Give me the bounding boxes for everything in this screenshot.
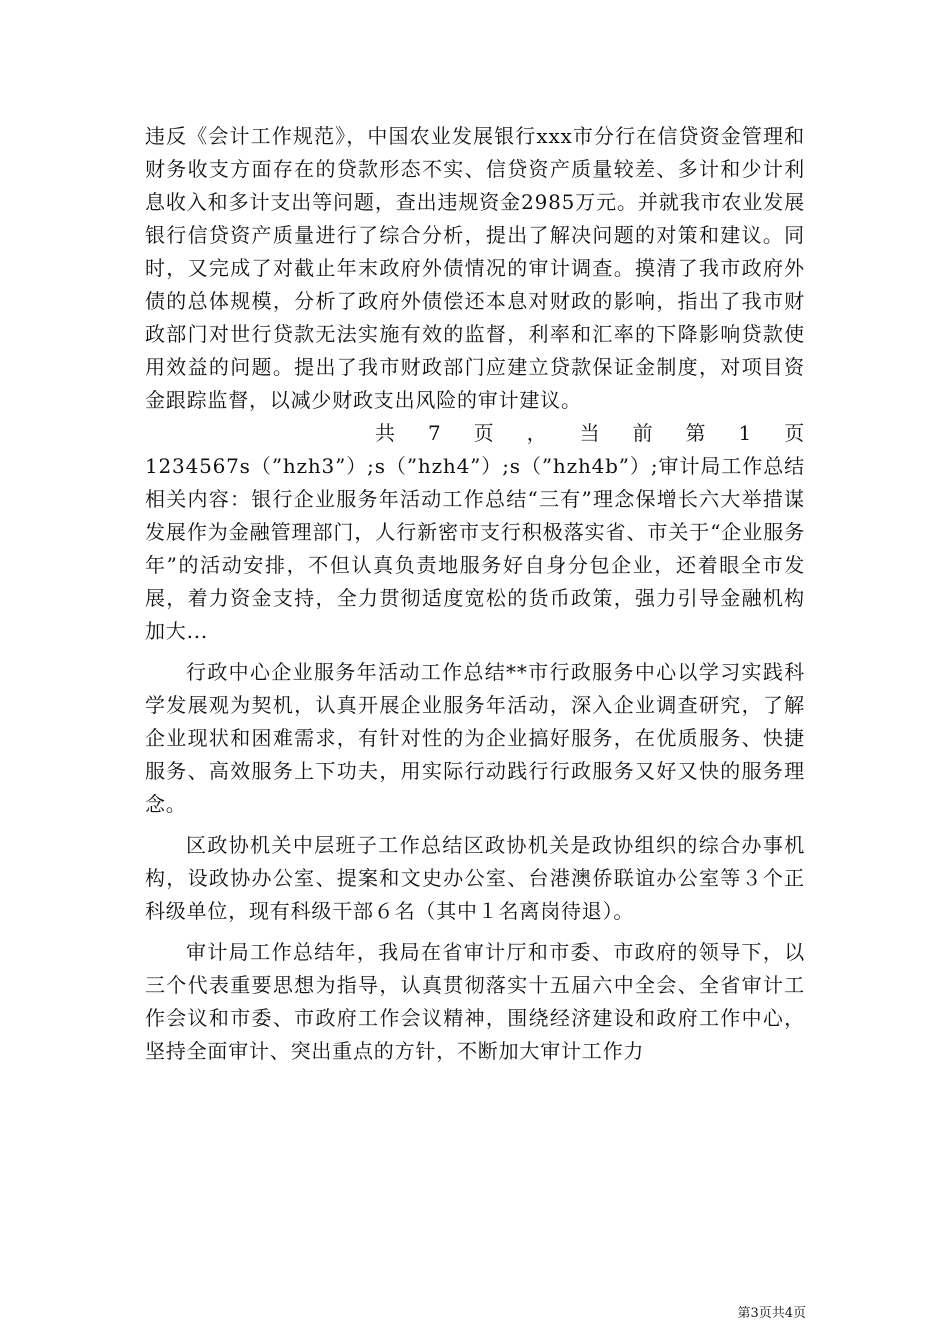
page-count-char: 第 [685,421,707,445]
page-count-char: 前 [632,421,654,445]
page-count-char: 当 [579,421,601,445]
page-count-char: 页 [473,421,495,445]
paragraph-related-content: 1234567s（”hzh3”）;s（”hzh4”）;s（”hzh4b”）;审计局工作总结相关内容：银行企业服务年活动工作总结“三有”理念保增长六大举措谋发展作为金融管理部门，人行新密市支行积极落实省、市关于“企业服务年”的活动安排，不但认真负责地服务好自身分包企业，还着眼全市发展，着力资金支持，全力贯彻适度宽松的货币政策，强力引导金融机构加大... [145,454,805,643]
page-count-char: ， [526,421,548,445]
page-count-char: 页 [784,421,805,445]
page-footer: 第3页共4页 [737,1306,806,1321]
paragraph-audit-findings: 违反《会计工作规范》，中国农业发展银行xxx市分行在信贷资金管理和财务收支方面存在的贷款形态不实、信贷资产质量较差、多计和少计利息收入和多计支出等问题，查出违规资金2985万元。并就我市农业发展银行信贷资产质量进行了综合分析，提出了解决问题的对策和建议。同时，又完成了对截止年末政府外债情况的审计调查。摸清了我市政府外债的总体规模，分析了政府外债偿还本息对财政的影响，指出了我市财政部门对世行贷款无法实施有效的监督，利率和汇率的下降影响贷款使用效益的问题。提出了我市财政部门应建立贷款保证金制度，对项目资金跟踪监督，以减少财政支出风险的审计建议。 [145,124,805,412]
page-count-char: 7 [427,421,442,445]
page-count-char: 共 [375,421,396,445]
paragraph-spacer [145,928,805,936]
paragraph-audit-bureau: 审计局工作总结年，我局在省审计厅和市委、市政府的领导下，以三个代表重要思想为指导，认真贯彻落实十五届六中全会、全省审计工作会议和市委、市政府工作会议精神，围绕经济建设和政府工作中心，坚持全面审计、突出重点的方针，不断加大审计工作力 [145,940,805,1063]
page-count-char: 1 [738,421,753,445]
paragraph-admin-center: 行政中心企业服务年活动工作总结**市行政服务中心以学习实践科学发展观为契机，认真开展企业服务年活动，深入企业调查研究，了解企业现状和困难需求，有针对性的为企业搞好服务，在优质服务、快捷服务、高效服务上下功夫，用实际行动践行行政服务又好又快的服务理念。 [145,660,805,816]
paragraph-cppcc: 区政协机关中层班子工作总结区政协机关是政协组织的综合办事机构，设政协办公室、提案和文史办公室、台港澳侨联谊办公室等３个正科级单位，现有科级干部６名（其中１名离岗待退）。 [145,833,805,923]
paragraph-spacer [145,648,805,656]
paragraph-spacer [145,821,805,829]
page-count-line [145,417,805,450]
document-body [145,120,805,1068]
